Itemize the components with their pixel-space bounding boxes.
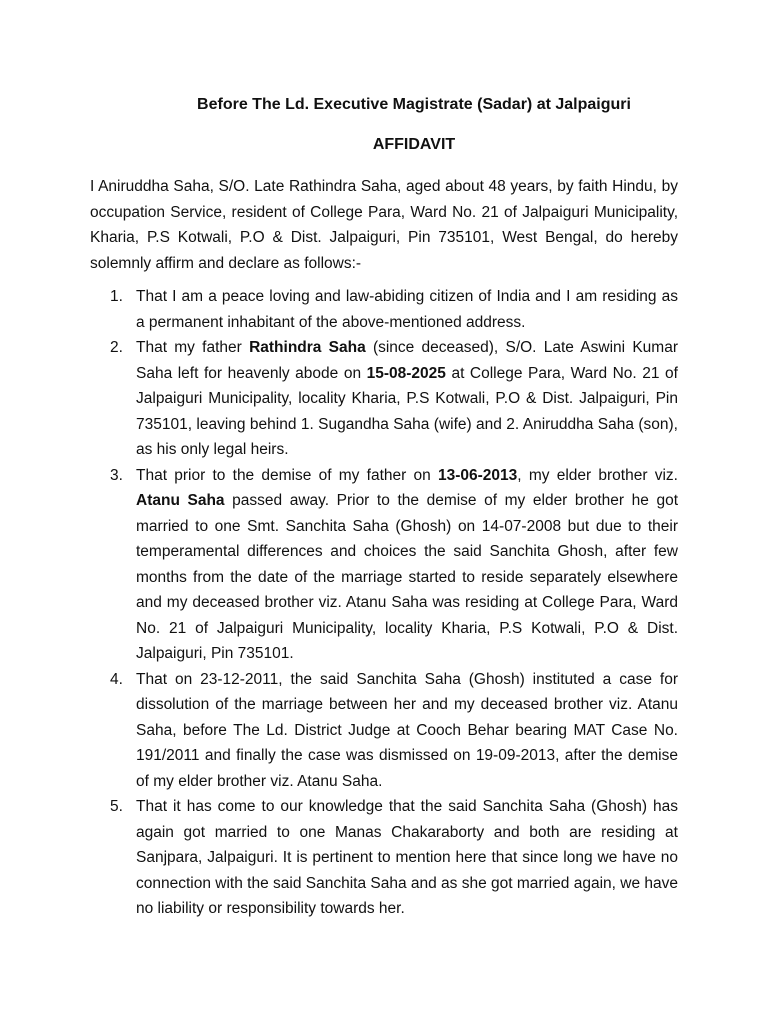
declaration-list (90, 284, 678, 922)
item-text: , my elder brother viz. (517, 466, 678, 484)
emphasized-text: 13-06-2013 (437, 466, 518, 484)
item-text: That prior to the demise of my father on (136, 466, 438, 484)
item-text: That on 23-12-2011, the said Sanchita Saha (Ghosh) instituted a case for dissolution of the marriage between her and my deceased brother viz. Atanu Saha, before The Ld. District Judge at Cooch Behar bearing MAT Case No. 191/2011 and finally the case was dismissed on 19-09-2013, after the demise of my elder brother viz. Atanu Saha. (136, 670, 678, 790)
item-text: That it has come to our knowledge that the said Sanchita Saha (Ghosh) has again got married to one Manas Chakaraborty and both are residing at Sanjpara, Jalpaiguri. It is pertinent to mention here that since long we have no connection with the said Sanchita Saha and as she got married again, we have no liability or responsibility towards her. (136, 798, 678, 917)
document-subtitle: AFFIDAVIT (372, 136, 456, 153)
document-title: Before The Ld. Executive Magistrate (Sadar) at Jalpaiguri (197, 96, 631, 113)
declaration-item (90, 284, 678, 335)
item-text: That I am a peace loving and law-abiding citizen of India and I am residing as a permanent inhabitant of the above-mentioned address. (136, 288, 678, 331)
item-text: That my father (136, 339, 250, 356)
item-number: 5. (110, 798, 123, 815)
item-text: at College Para, Ward No. 21 of Jalpaiguri Municipality, locality Kharia, P.S Kotwali, P.O & Dist. Jalpaiguri, Pin 735101, leaving behind 1. Sugandha Saha (wife) and 2. Aniruddha Saha (son), as his only legal heirs. (136, 364, 678, 458)
declaration-item (90, 463, 678, 667)
emphasized-text: 15-08-2025 (366, 364, 446, 382)
item-number: 1. (110, 288, 123, 305)
item-text: (since deceased), S/O. Late Aswini Kumar Saha left for heavenly abode on (136, 339, 678, 382)
declaration-item (90, 335, 678, 463)
intro-paragraph: I Aniruddha Saha, S/O. Late Rathindra Saha, aged about 48 years, by faith Hindu, by occupation Service, resident of College Para, Ward No. 21 of Jalpaiguri Municipality, Kharia, P.S Kotwali, P.O & Dist. Jalpaiguri, Pin 735101, West Bengal, do hereby solemnly affirm and declare as follows:- (90, 178, 678, 272)
item-number: 4. (110, 670, 123, 688)
emphasized-text: Atanu Saha (136, 492, 225, 509)
emphasized-text: Rathindra Saha (249, 339, 366, 356)
item-number: 2. (110, 339, 123, 356)
item-text: passed away. Prior to the demise of my elder brother he got married to one Smt. Sanchita Saha (Ghosh) on 14-07-2008 but due to their temperamental differences and choices the said Sanchita Ghosh, after few months from the date of the marriage started to reside separately elsewhere and my deceased brother viz. Atanu Saha was residing at College Para, Ward No. 21 of Jalpaiguri Municipality, locality Kharia, P.S Kotwali, P.O & Dist. Jalpaiguri, Pin 735101. (136, 492, 678, 662)
declaration-item (90, 667, 678, 795)
item-number: 3. (110, 466, 123, 484)
declaration-item (90, 794, 678, 922)
